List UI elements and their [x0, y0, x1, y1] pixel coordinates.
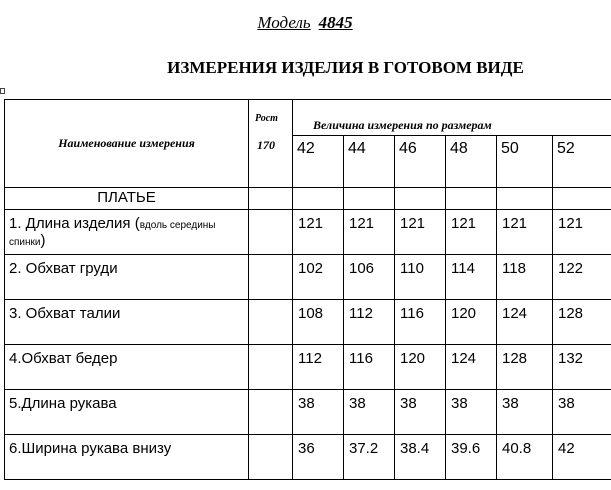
value-cell: 132: [553, 345, 611, 390]
size-cell: 50: [497, 136, 553, 188]
size-cell: 46: [395, 136, 446, 188]
size-cell: 52: [553, 136, 611, 188]
table-row: [5, 300, 611, 345]
value-cell: 40.8: [497, 435, 553, 480]
height-label: Рост: [255, 113, 278, 124]
page-title: ИЗМЕРЕНИЯ ИЗДЕЛИЯ В ГОТОВОМ ВИДЕ: [167, 58, 524, 77]
value-cell: 110: [395, 255, 446, 300]
size-cell: 44: [344, 136, 395, 188]
value-cell: 121: [395, 210, 446, 255]
value-cell: 121: [553, 210, 611, 255]
value-cell: 112: [293, 345, 344, 390]
row-name: 1. Длина изделия (вдоль середины спинки): [5, 210, 249, 255]
section-label: ПЛАТЬЕ: [5, 188, 249, 210]
value-cell: 121: [497, 210, 553, 255]
model-number: 4845: [318, 13, 353, 32]
section-row: [5, 188, 611, 210]
value-cell: 38: [497, 390, 553, 435]
header-row-top: [5, 100, 611, 136]
value-cell: 42: [553, 435, 611, 480]
row-name: 3. Обхват талии: [5, 300, 249, 345]
value-cell: 122: [553, 255, 611, 300]
measurements-table: [4, 99, 611, 480]
value-cell: 116: [344, 345, 395, 390]
value-cell: 114: [446, 255, 497, 300]
value-cell: 102: [293, 255, 344, 300]
value-cell: 36: [293, 435, 344, 480]
row-name: 2. Обхват груди: [5, 255, 249, 300]
value-cell: 128: [553, 300, 611, 345]
value-cell: 38: [446, 390, 497, 435]
height-cell: [249, 435, 293, 480]
table-row: [5, 435, 611, 480]
size-cell: 48: [446, 136, 497, 188]
model-title: [240, 13, 370, 33]
height-cell: [249, 255, 293, 300]
value-cell: 121: [293, 210, 344, 255]
value-cell: 116: [395, 300, 446, 345]
row-name: 4.Обхват бедер: [5, 345, 249, 390]
value-cell: 38: [344, 390, 395, 435]
table-anchor-marker: [0, 88, 5, 94]
value-cell: 124: [497, 300, 553, 345]
measurement-name-header: Наименование измерения: [5, 100, 249, 188]
height-value: 170: [257, 138, 275, 152]
value-cell: 38.4: [395, 435, 446, 480]
height-cell: [249, 345, 293, 390]
table-row: [5, 210, 611, 255]
sizes-header: Величина измерения по размерам: [293, 100, 611, 136]
value-cell: 120: [395, 345, 446, 390]
value-cell: 124: [446, 345, 497, 390]
row-name: 6.Ширина рукава внизу: [5, 435, 249, 480]
value-cell: 121: [446, 210, 497, 255]
value-cell: 106: [344, 255, 395, 300]
value-cell: 38: [395, 390, 446, 435]
value-cell: 37.2: [344, 435, 395, 480]
value-cell: 112: [344, 300, 395, 345]
value-cell: 121: [344, 210, 395, 255]
value-cell: 38: [293, 390, 344, 435]
value-cell: 38: [553, 390, 611, 435]
row-name: 5.Длина рукава: [5, 390, 249, 435]
height-header: [249, 100, 293, 188]
table-row: [5, 255, 611, 300]
model-label: Модель: [257, 13, 311, 32]
table-row: [5, 345, 611, 390]
value-cell: 39.6: [446, 435, 497, 480]
value-cell: 108: [293, 300, 344, 345]
size-cell: 42: [293, 136, 344, 188]
height-cell: [249, 390, 293, 435]
value-cell: 118: [497, 255, 553, 300]
height-cell: [249, 210, 293, 255]
table-row: [5, 390, 611, 435]
height-cell: [249, 300, 293, 345]
value-cell: 120: [446, 300, 497, 345]
value-cell: 128: [497, 345, 553, 390]
